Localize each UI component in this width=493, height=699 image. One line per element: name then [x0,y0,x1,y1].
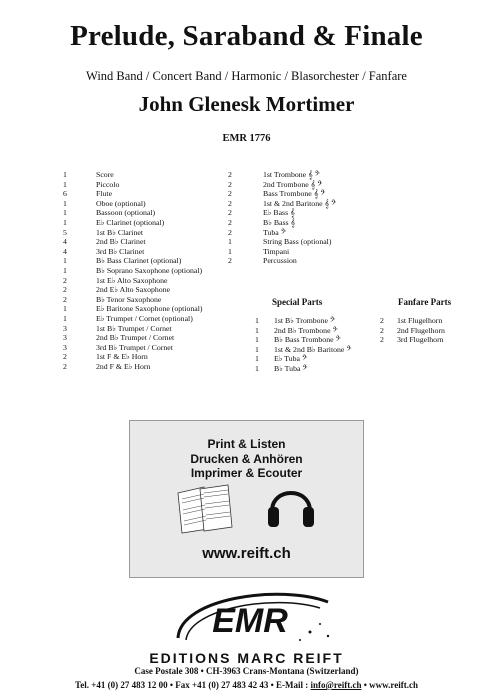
special-part-row [250,354,380,364]
parts-list-woodwinds [58,170,238,371]
part-row [58,189,238,199]
part-name: Flute [96,189,113,199]
part-row [223,180,363,190]
part-name: B♭ Soprano Saxophone (optional) [96,265,203,275]
part-name: Tuba 𝄢 [263,227,286,237]
part-quantity: 2 [228,189,232,199]
part-quantity: 1 [228,237,232,247]
part-quantity: 6 [63,189,67,199]
contact-phone-fax: Tel. +41 (0) 27 483 12 00 • Fax +41 (0) 27 483 42 43 • E-Mail : [75,680,311,690]
part-row [58,256,238,266]
part-row [223,256,363,266]
part-row [223,199,363,209]
fanfare-parts-list [375,316,475,345]
contact-website: • www.reift.ch [361,680,418,690]
part-name: B♭ Bass Clarinet (optional) [96,256,182,266]
part-row [58,352,238,362]
emr-logo [160,580,340,650]
part-name: 1st & 2nd Baritone 𝄞 𝄢 [263,198,337,208]
part-row [58,285,238,295]
composer-name: John Glenesk Mortimer [138,92,355,116]
part-quantity: 3 [63,333,67,343]
part-name: 2nd Flugelhorn [397,325,445,335]
special-part-row [250,335,380,345]
part-name: B♭ Bass 𝄞 [263,217,296,227]
part-quantity: 2 [63,361,67,371]
catalog-number: EMR 1776 [222,133,271,144]
publisher-contact [0,680,493,690]
part-quantity: 1 [255,363,259,373]
part-quantity: 2 [380,316,384,325]
part-name: Timpani [263,246,290,256]
print-listen-text [130,437,363,481]
part-quantity: 1 [255,344,259,354]
part-quantity: 2 [63,285,67,295]
part-name: 1st & 2nd B♭ Baritone 𝄢 [274,344,352,354]
part-quantity: 2 [63,352,67,362]
contact-email-link[interactable]: info@reift.ch [310,680,362,690]
part-name: E♭ Bass 𝄞 [263,208,295,218]
part-name: Bass Trombone 𝄞 𝄢 [263,189,326,199]
part-row [58,304,238,314]
publisher-name: EDITIONS MARC REIFT [149,650,344,666]
part-name: 1st Trombone 𝄞 𝄢 [263,170,320,179]
part-quantity: 1 [63,170,67,179]
part-name: E♭ Trumpet / Cornet (optional) [96,313,193,323]
part-row [223,218,363,228]
part-quantity: 2 [228,217,232,227]
part-quantity: 1 [255,354,259,364]
part-name: B♭ Bass Trombone 𝄢 [274,335,341,345]
logo-text: EMR [212,602,288,640]
part-name: 1st B♭ Trombone 𝄢 [274,316,335,325]
part-quantity: 1 [255,325,259,335]
part-row [58,362,238,372]
part-name: 2nd B♭ Trumpet / Cornet [96,333,175,343]
part-quantity: 1 [63,198,67,208]
part-name: 3rd Flugelhorn [397,335,444,345]
part-quantity: 2 [380,335,384,345]
page-title: Prelude, Saraband & Finale [70,20,423,52]
fanfare-parts-heading: Fanfare Parts [398,297,452,307]
part-name: 3rd B♭ Trumpet / Cornet [96,342,173,352]
part-row [223,208,363,218]
part-quantity: 4 [63,246,67,256]
part-row [58,237,238,247]
fanfare-part-row [375,326,475,336]
part-quantity: 1 [63,304,67,314]
part-quantity: 3 [63,342,67,352]
part-row [58,218,238,228]
part-quantity: 4 [63,237,67,247]
part-quantity: 1 [63,256,67,266]
part-name: 3rd B♭ Clarinet [96,246,145,256]
part-name: 1st E♭ Alto Saxophone [96,275,168,285]
part-name: E♭ Baritone Saxophone (optional) [96,304,203,314]
special-part-row [250,345,380,355]
part-name: 2nd B♭ Trombone 𝄢 [274,325,338,335]
print-listen-line: Imprimer & Ecouter [190,466,303,480]
part-quantity: 5 [63,227,67,237]
part-name: 1st B♭ Clarinet [96,227,143,237]
special-part-row [250,326,380,336]
part-name: E♭ Tuba 𝄢 [274,354,307,364]
part-row [223,247,363,257]
part-quantity: 2 [228,227,232,237]
part-row [58,199,238,209]
part-quantity: 1 [63,217,67,227]
part-name: Piccolo [96,179,120,189]
print-listen-line: Drucken & Anhören [190,451,303,466]
part-name: 1st B♭ Trumpet / Cornet [96,323,172,333]
headphones-icon [266,477,316,533]
part-quantity: 2 [228,179,232,189]
part-row [58,266,238,276]
special-parts-heading: Special Parts [272,297,323,307]
part-quantity: 2 [228,198,232,208]
part-row [58,295,238,305]
subtitle: Wind Band / Concert Band / Harmonic / Blasorchester / Fanfare [86,69,407,83]
website-url[interactable]: www.reift.ch [202,545,291,562]
part-row [58,170,238,180]
part-row [58,333,238,343]
part-quantity: 1 [255,316,259,325]
special-part-row [250,364,380,374]
fanfare-part-row [375,316,475,326]
sheet-music-icon [174,483,242,535]
part-quantity: 1 [255,335,259,345]
part-row [58,324,238,334]
part-name: String Bass (optional) [263,237,332,247]
part-quantity: 1 [63,265,67,275]
part-row [223,237,363,247]
part-row [58,276,238,286]
part-quantity: 2 [228,170,232,179]
part-row [223,189,363,199]
part-quantity: 1 [63,313,67,323]
part-quantity: 2 [228,256,232,266]
special-part-row [250,316,380,326]
part-name: B♭ Tuba 𝄢 [274,363,308,373]
parts-list-brass [223,170,363,266]
fanfare-part-row [375,335,475,345]
part-row [58,208,238,218]
part-name: 2nd B♭ Clarinet [96,237,146,247]
part-quantity: 1 [63,208,67,218]
print-listen-line: Print & Listen [207,437,286,451]
part-name: 2nd E♭ Alto Saxophone [96,285,171,295]
part-name: Bassoon (optional) [96,208,156,218]
part-quantity: 3 [63,323,67,333]
part-name: 2nd F & E♭ Horn [96,361,151,371]
part-row [223,228,363,238]
part-name: E♭ Clarinet (optional) [96,217,165,227]
part-row [58,180,238,190]
part-row [223,170,363,180]
special-parts-list [250,316,380,374]
part-quantity: 2 [63,275,67,285]
part-row [58,343,238,353]
part-quantity: 2 [228,208,232,218]
part-name: B♭ Tenor Saxophone [96,294,162,304]
publisher-address: Case Postale 308 • CH-3963 Crans-Montana (Switzerland) [134,666,359,676]
part-name: Percussion [263,256,297,266]
part-name: 1st F & E♭ Horn [96,352,148,362]
print-listen-box [129,420,364,578]
part-quantity: 2 [380,325,384,335]
part-quantity: 1 [63,179,67,189]
part-name: Oboe (optional) [96,198,146,208]
part-row [58,247,238,257]
part-row [58,314,238,324]
part-quantity: 1 [228,246,232,256]
part-quantity: 2 [63,294,67,304]
part-name: 1st Flugelhorn [397,316,443,325]
part-name: 2nd Trombone 𝄞 𝄢 [263,179,323,189]
part-name: Score [96,170,114,179]
part-row [58,228,238,238]
